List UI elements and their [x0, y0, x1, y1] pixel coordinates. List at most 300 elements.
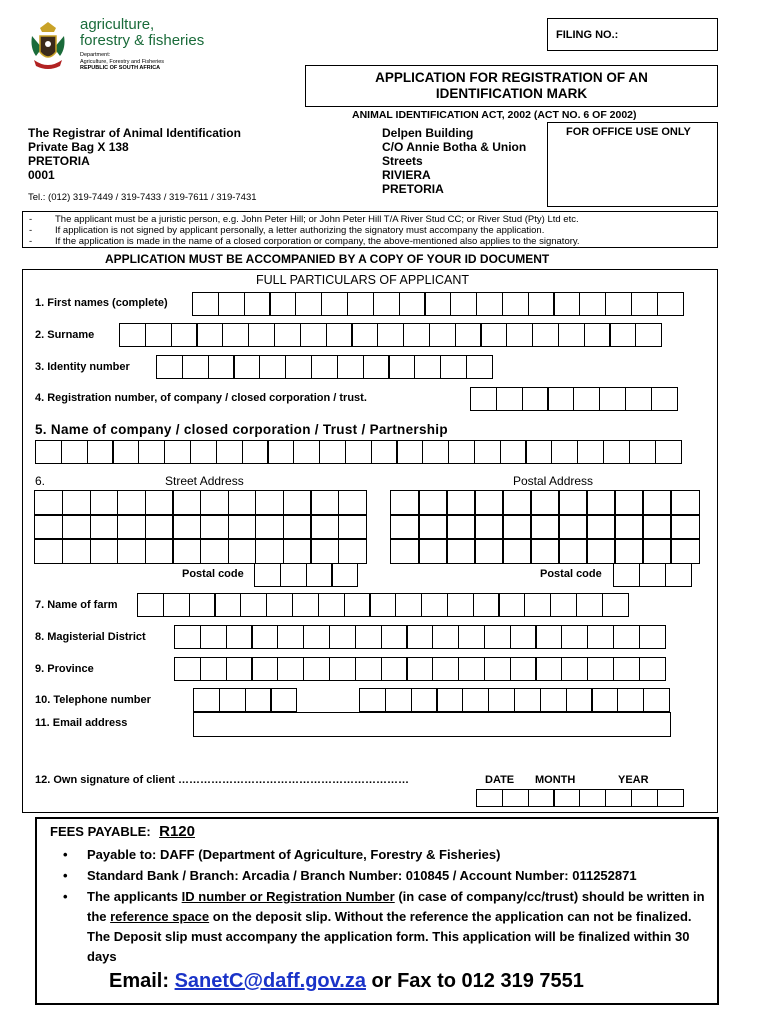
character-box[interactable]	[643, 688, 670, 712]
street-postal-code-input[interactable]	[254, 563, 358, 587]
character-box[interactable]	[613, 563, 640, 587]
character-box[interactable]	[510, 657, 537, 681]
character-box[interactable]	[277, 657, 304, 681]
registrar-line: Private Bag X 138	[28, 140, 129, 154]
character-box[interactable]	[484, 625, 511, 649]
registrar-line: 0001	[28, 168, 55, 182]
telephone-code-input[interactable]	[193, 688, 297, 712]
character-box[interactable]	[579, 789, 606, 807]
character-box[interactable]	[550, 593, 577, 617]
address-character-box[interactable]	[117, 538, 146, 563]
address-character-box[interactable]	[474, 538, 503, 563]
character-box[interactable]	[164, 440, 191, 464]
address-character-box[interactable]	[530, 514, 559, 539]
address-character-box[interactable]	[446, 514, 475, 539]
telephone-number-input[interactable]	[359, 688, 670, 712]
reference-text: on the deposit slip. Without the reference the application can not be finalized. The Deposit slip must accompany the application form. This application will be finalized within 30 days	[87, 909, 692, 964]
address-character-box[interactable]	[614, 538, 643, 563]
id-document-notice: APPLICATION MUST BE ACCOMPANIED BY A COPY OF YOUR ID DOCUMENT	[105, 252, 550, 266]
character-box[interactable]	[337, 355, 364, 379]
character-box[interactable]	[629, 440, 656, 464]
character-box[interactable]	[251, 625, 278, 649]
character-box[interactable]	[35, 440, 62, 464]
character-box[interactable]	[535, 625, 562, 649]
postal-address-grid[interactable]	[391, 491, 699, 563]
registration-number-input[interactable]	[470, 387, 678, 411]
character-box[interactable]	[242, 440, 269, 464]
title-box	[305, 65, 718, 107]
character-box[interactable]	[455, 323, 482, 347]
character-box[interactable]	[359, 688, 386, 712]
coat-of-arms-logo	[26, 18, 70, 74]
address-character-box[interactable]	[90, 538, 119, 563]
character-box[interactable]	[226, 657, 253, 681]
filing-number-box[interactable]	[547, 18, 718, 51]
character-box[interactable]	[561, 625, 588, 649]
bank-details-text: Standard Bank / Branch: Arcadia / Branch Number: 010845 / Account Number: 011252871	[87, 868, 637, 883]
character-box[interactable]	[414, 355, 441, 379]
character-box[interactable]	[244, 292, 271, 316]
character-box[interactable]	[613, 657, 640, 681]
character-box[interactable]	[458, 625, 485, 649]
character-box[interactable]	[480, 323, 507, 347]
character-box[interactable]	[216, 440, 243, 464]
character-box[interactable]	[61, 440, 88, 464]
character-box[interactable]	[214, 593, 241, 617]
character-box[interactable]	[502, 292, 529, 316]
character-box[interactable]	[639, 625, 666, 649]
address-character-box[interactable]	[502, 514, 531, 539]
address-character-box[interactable]	[145, 490, 174, 515]
character-box[interactable]	[403, 323, 430, 347]
character-box[interactable]	[528, 789, 555, 807]
character-box[interactable]	[351, 323, 378, 347]
character-box[interactable]	[112, 440, 139, 464]
character-box[interactable]	[355, 657, 382, 681]
magisterial-district-label: 8. Magisterial District	[35, 631, 146, 643]
address-character-box[interactable]	[670, 538, 699, 563]
address-character-box[interactable]	[418, 538, 447, 563]
character-box[interactable]	[639, 563, 666, 587]
character-box[interactable]	[535, 657, 562, 681]
character-box[interactable]	[422, 440, 449, 464]
address-character-box[interactable]	[670, 514, 699, 539]
character-box[interactable]	[189, 593, 216, 617]
email-label: 11. Email address	[35, 717, 128, 729]
character-box[interactable]	[613, 625, 640, 649]
address-character-box[interactable]	[586, 538, 615, 563]
character-box[interactable]	[371, 440, 398, 464]
character-box[interactable]	[476, 292, 503, 316]
address-character-box[interactable]	[642, 538, 671, 563]
character-box[interactable]	[192, 292, 219, 316]
character-box[interactable]	[274, 323, 301, 347]
character-box[interactable]	[421, 593, 448, 617]
character-box[interactable]	[502, 789, 529, 807]
character-box[interactable]	[138, 440, 165, 464]
note-text: If the application is made in the name of a closed corporation or company, the above-mentioned also applies to the signatory.	[55, 236, 580, 247]
character-box[interactable]	[331, 563, 358, 587]
form-title: APPLICATION FOR REGISTRATION OF AN IDENTIFICATION MARK	[375, 70, 648, 101]
address-character-box[interactable]	[172, 490, 201, 515]
character-box[interactable]	[525, 440, 552, 464]
address-character-box[interactable]	[474, 514, 503, 539]
character-box[interactable]	[226, 625, 253, 649]
character-box[interactable]	[269, 292, 296, 316]
character-box[interactable]	[447, 593, 474, 617]
character-box[interactable]	[651, 387, 678, 411]
first-names-input[interactable]	[192, 292, 684, 316]
address-character-box[interactable]	[502, 538, 531, 563]
address-character-box[interactable]	[390, 490, 419, 515]
character-box[interactable]	[599, 387, 626, 411]
address-character-box[interactable]	[338, 514, 367, 539]
character-box[interactable]	[603, 440, 630, 464]
building-address	[382, 126, 526, 196]
date-input[interactable]	[476, 789, 684, 807]
character-box[interactable]	[424, 292, 451, 316]
character-box[interactable]	[321, 292, 348, 316]
character-box[interactable]	[448, 440, 475, 464]
character-box[interactable]	[190, 440, 217, 464]
character-box[interactable]	[277, 625, 304, 649]
address-character-box[interactable]	[558, 514, 587, 539]
character-box[interactable]	[657, 789, 684, 807]
character-box[interactable]	[245, 688, 272, 712]
address-character-box[interactable]	[558, 490, 587, 515]
address-character-box[interactable]	[530, 490, 559, 515]
address-character-box[interactable]	[255, 538, 284, 563]
character-box[interactable]	[473, 593, 500, 617]
character-box[interactable]	[266, 593, 293, 617]
character-box[interactable]	[470, 387, 497, 411]
character-box[interactable]	[498, 593, 525, 617]
character-box[interactable]	[524, 593, 551, 617]
fees-label: FEES PAYABLE:	[50, 824, 151, 839]
character-box[interactable]	[558, 323, 585, 347]
character-box[interactable]	[326, 323, 353, 347]
character-box[interactable]	[553, 789, 580, 807]
character-box[interactable]	[406, 625, 433, 649]
fax-text: or Fax to 012 319 7551	[365, 970, 584, 992]
character-box[interactable]	[532, 323, 559, 347]
address-character-box[interactable]	[117, 514, 146, 539]
character-box[interactable]	[306, 563, 333, 587]
character-box[interactable]	[605, 292, 632, 316]
email-prefix: Email:	[109, 970, 175, 992]
address-character-box[interactable]	[62, 490, 91, 515]
character-box[interactable]	[639, 657, 666, 681]
address-character-box[interactable]	[34, 538, 63, 563]
address-character-box[interactable]	[228, 514, 257, 539]
character-box[interactable]	[625, 387, 652, 411]
address-character-box[interactable]	[62, 514, 91, 539]
character-box[interactable]	[218, 292, 245, 316]
character-box[interactable]	[385, 688, 412, 712]
address-character-box[interactable]	[418, 490, 447, 515]
character-box[interactable]	[208, 355, 235, 379]
character-box[interactable]	[396, 440, 423, 464]
character-box[interactable]	[631, 789, 658, 807]
character-box[interactable]	[182, 355, 209, 379]
address-character-box[interactable]	[614, 490, 643, 515]
character-box[interactable]	[240, 593, 267, 617]
magisterial-district-input[interactable]	[174, 625, 666, 649]
bullet: •	[63, 889, 68, 904]
street-address-grid[interactable]	[35, 491, 366, 563]
address-character-box[interactable]	[228, 490, 257, 515]
character-box[interactable]	[484, 657, 511, 681]
character-box[interactable]	[579, 292, 606, 316]
character-box[interactable]	[665, 563, 692, 587]
character-box[interactable]	[345, 440, 372, 464]
character-box[interactable]	[373, 292, 400, 316]
character-box[interactable]	[119, 323, 146, 347]
character-box[interactable]	[318, 593, 345, 617]
province-label: 9. Province	[35, 663, 94, 675]
email-link[interactable]: SanetC@daff.gov.za	[174, 970, 366, 992]
character-box[interactable]	[174, 657, 201, 681]
address-character-box[interactable]	[446, 538, 475, 563]
address-character-box[interactable]	[586, 514, 615, 539]
address-character-box[interactable]	[614, 514, 643, 539]
character-box[interactable]	[462, 688, 489, 712]
fees-item	[47, 866, 707, 886]
postal-postal-code-input[interactable]	[613, 563, 692, 587]
character-box[interactable]	[233, 355, 260, 379]
registrar-address	[28, 126, 241, 182]
address-character-box[interactable]	[586, 490, 615, 515]
character-box[interactable]	[347, 292, 374, 316]
address-character-box[interactable]	[390, 514, 419, 539]
character-box[interactable]	[540, 688, 567, 712]
address-character-box[interactable]	[145, 538, 174, 563]
address-character-box[interactable]	[390, 538, 419, 563]
character-box[interactable]	[381, 625, 408, 649]
address-character-box[interactable]	[145, 514, 174, 539]
character-box[interactable]	[280, 563, 307, 587]
character-box[interactable]	[344, 593, 371, 617]
character-box[interactable]	[381, 657, 408, 681]
address-character-box[interactable]	[283, 490, 312, 515]
note-item	[29, 236, 717, 247]
surname-label: 2. Surname	[35, 329, 95, 341]
logo-title	[80, 17, 204, 49]
character-box[interactable]	[329, 625, 356, 649]
character-box[interactable]	[429, 323, 456, 347]
character-box[interactable]	[363, 355, 390, 379]
character-box[interactable]	[547, 387, 574, 411]
character-box[interactable]	[295, 292, 322, 316]
character-box[interactable]	[303, 625, 330, 649]
company-name-input[interactable]	[35, 440, 682, 464]
address-character-box[interactable]	[502, 490, 531, 515]
address-character-box[interactable]	[90, 490, 119, 515]
character-box[interactable]	[514, 688, 541, 712]
character-box[interactable]	[577, 440, 604, 464]
address-character-box[interactable]	[117, 490, 146, 515]
address-character-box[interactable]	[34, 490, 63, 515]
character-box[interactable]	[222, 323, 249, 347]
character-box[interactable]	[609, 323, 636, 347]
character-box[interactable]	[522, 387, 549, 411]
character-box[interactable]	[267, 440, 294, 464]
address-character-box[interactable]	[283, 514, 312, 539]
character-box[interactable]	[270, 688, 297, 712]
address-character-box[interactable]	[172, 538, 201, 563]
character-box[interactable]	[602, 593, 629, 617]
character-box[interactable]	[319, 440, 346, 464]
street-address-heading: Street Address	[165, 474, 244, 488]
character-box[interactable]	[605, 789, 632, 807]
character-box[interactable]	[285, 355, 312, 379]
character-box[interactable]	[506, 323, 533, 347]
character-box[interactable]	[200, 657, 227, 681]
postal-address-heading: Postal Address	[513, 474, 594, 488]
reference-text: The applicants	[87, 889, 182, 904]
character-box[interactable]	[406, 657, 433, 681]
address-character-box[interactable]	[200, 514, 229, 539]
character-box[interactable]	[137, 593, 164, 617]
character-box[interactable]	[259, 355, 286, 379]
character-box[interactable]	[528, 292, 555, 316]
email-input[interactable]	[193, 712, 671, 737]
character-box[interactable]	[566, 688, 593, 712]
character-box[interactable]	[450, 292, 477, 316]
character-box[interactable]	[432, 657, 459, 681]
postal-postal-code-label: Postal code	[540, 568, 602, 580]
fees-amount: R120	[159, 823, 195, 840]
character-box[interactable]	[293, 440, 320, 464]
character-box[interactable]	[510, 625, 537, 649]
fees-item	[47, 845, 707, 865]
address-character-box[interactable]	[34, 514, 63, 539]
address-character-box[interactable]	[530, 538, 559, 563]
character-box[interactable]	[655, 440, 682, 464]
address-character-box[interactable]	[338, 538, 367, 563]
character-box[interactable]	[576, 593, 603, 617]
character-box[interactable]	[496, 387, 523, 411]
character-box[interactable]	[573, 387, 600, 411]
building-line: Streets	[382, 154, 423, 168]
address-character-box[interactable]	[310, 538, 339, 563]
character-box[interactable]	[635, 323, 662, 347]
address-character-box[interactable]	[255, 490, 284, 515]
address-character-box[interactable]	[310, 490, 339, 515]
character-box[interactable]	[476, 789, 503, 807]
address-character-box[interactable]	[670, 490, 699, 515]
year-label: YEAR	[618, 774, 649, 786]
character-box[interactable]	[466, 355, 493, 379]
character-box[interactable]	[553, 292, 580, 316]
character-box[interactable]	[311, 355, 338, 379]
identity-number-input[interactable]	[156, 355, 493, 379]
character-box[interactable]	[377, 323, 404, 347]
address-character-box[interactable]	[200, 490, 229, 515]
character-box[interactable]	[411, 688, 438, 712]
address-character-box[interactable]	[642, 514, 671, 539]
character-box[interactable]	[395, 593, 422, 617]
character-box[interactable]	[196, 323, 223, 347]
character-box[interactable]	[440, 355, 467, 379]
filing-number-label: FILING NO.:	[556, 29, 619, 41]
character-box[interactable]	[193, 688, 220, 712]
character-box[interactable]	[474, 440, 501, 464]
company-name-label: 5. Name of company / closed corporation / Trust / Partnership	[35, 422, 448, 437]
character-box[interactable]	[292, 593, 319, 617]
building-line: Delpen Building	[382, 126, 474, 140]
address-character-box[interactable]	[558, 538, 587, 563]
province-input[interactable]	[174, 657, 666, 681]
character-box[interactable]	[174, 625, 201, 649]
address-character-box[interactable]	[200, 538, 229, 563]
contact-line	[109, 970, 584, 993]
address-character-box[interactable]	[474, 490, 503, 515]
character-box[interactable]	[200, 625, 227, 649]
address-character-box[interactable]	[255, 514, 284, 539]
identity-number-label: 3. Identity number	[35, 361, 130, 373]
note-item	[29, 214, 717, 225]
character-box[interactable]	[458, 657, 485, 681]
character-box[interactable]	[303, 657, 330, 681]
address-character-box[interactable]	[642, 490, 671, 515]
character-box[interactable]	[399, 292, 426, 316]
character-box[interactable]	[587, 657, 614, 681]
character-box[interactable]	[251, 657, 278, 681]
character-box[interactable]	[355, 625, 382, 649]
surname-input[interactable]	[119, 323, 662, 347]
address-character-box[interactable]	[310, 514, 339, 539]
character-box[interactable]	[163, 593, 190, 617]
character-box[interactable]	[591, 688, 618, 712]
character-box[interactable]	[551, 440, 578, 464]
character-box[interactable]	[300, 323, 327, 347]
character-box[interactable]	[87, 440, 114, 464]
address-character-box[interactable]	[172, 514, 201, 539]
address-character-box[interactable]	[338, 490, 367, 515]
character-box[interactable]	[561, 657, 588, 681]
character-box[interactable]	[156, 355, 183, 379]
character-box[interactable]	[388, 355, 415, 379]
character-box[interactable]	[584, 323, 611, 347]
character-box[interactable]	[369, 593, 396, 617]
character-box[interactable]	[248, 323, 275, 347]
character-box[interactable]	[500, 440, 527, 464]
character-box[interactable]	[488, 688, 515, 712]
address-number: 6.	[35, 474, 46, 488]
address-character-box[interactable]	[283, 538, 312, 563]
character-box[interactable]	[254, 563, 281, 587]
signature-label: 12. Own signature of client ………………………………………………………	[35, 774, 410, 786]
address-character-box[interactable]	[418, 514, 447, 539]
address-character-box[interactable]	[62, 538, 91, 563]
address-character-box[interactable]	[90, 514, 119, 539]
farm-name-input[interactable]	[137, 593, 629, 617]
character-box[interactable]	[631, 292, 658, 316]
character-box[interactable]	[436, 688, 463, 712]
address-character-box[interactable]	[446, 490, 475, 515]
character-box[interactable]	[145, 323, 172, 347]
character-box[interactable]	[657, 292, 684, 316]
character-box[interactable]	[432, 625, 459, 649]
reference-text-emphasis: reference space	[110, 909, 210, 924]
character-box[interactable]	[587, 625, 614, 649]
character-box[interactable]	[171, 323, 198, 347]
character-box[interactable]	[617, 688, 644, 712]
character-box[interactable]	[219, 688, 246, 712]
address-character-box[interactable]	[228, 538, 257, 563]
character-box[interactable]	[329, 657, 356, 681]
